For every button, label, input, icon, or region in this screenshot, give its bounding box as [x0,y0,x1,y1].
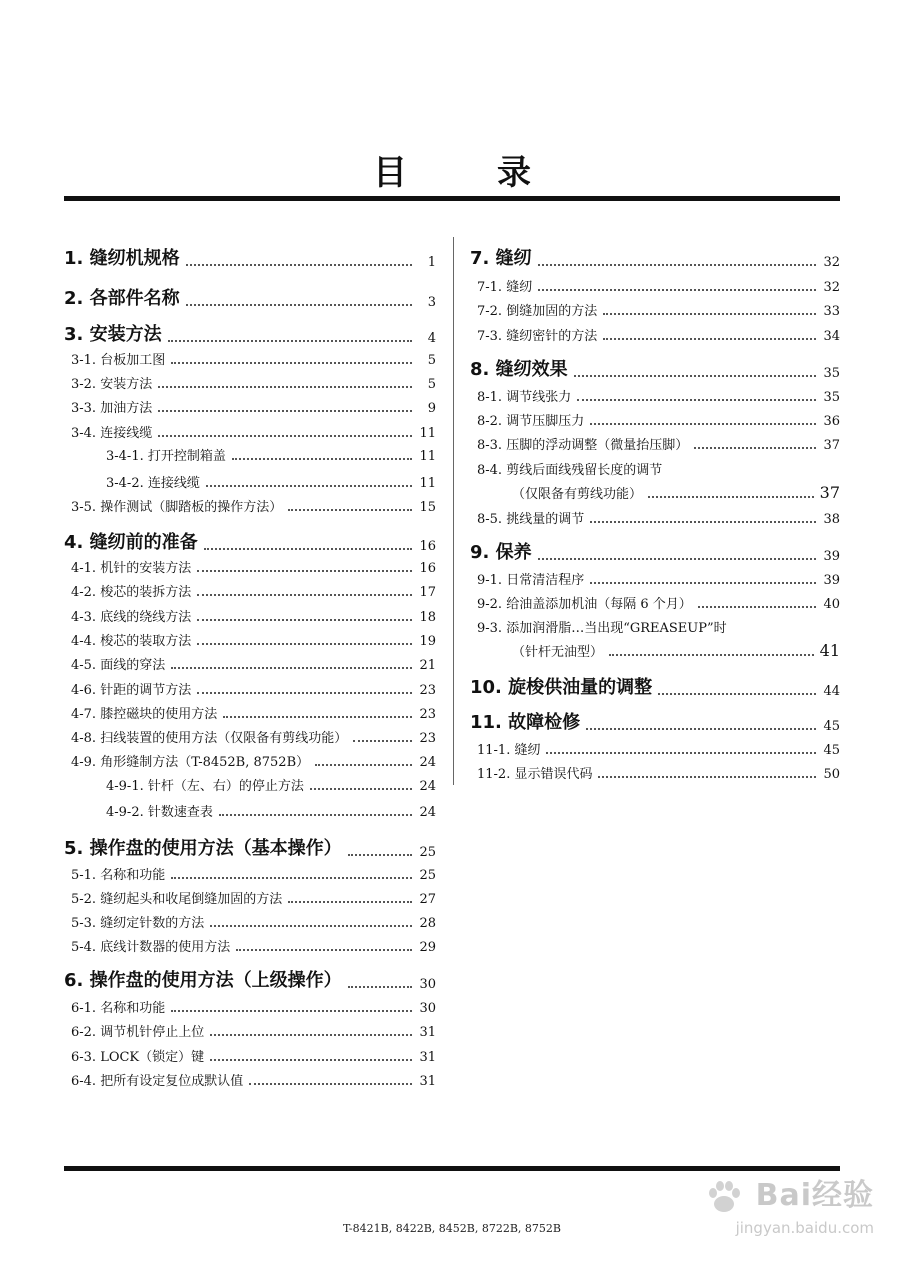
toc-subsection-title[interactable]: 8-4. 剪线后面线残留长度的调节 [477,463,663,478]
leader-dots [186,264,412,266]
toc-subsection[interactable] [470,569,840,588]
toc-subsection-continuation[interactable] [470,641,840,660]
toc-label: 11. 故障检修 [470,712,581,733]
toc-label: 8-1. 调节线张力 [477,390,572,405]
toc-label: （仅限备有剪线功能） [512,487,643,502]
toc-page: 30 [419,977,436,992]
toc-label: 4-7. 膝控磁块的使用方法 [71,707,218,722]
toc-label: 5-1. 名称和功能 [71,868,166,883]
toc-section[interactable] [470,244,840,270]
toc-label: 6. 操作盘的使用方法（上级操作） [64,970,342,991]
toc-label: 11-2. 显示错误代码 [477,767,593,782]
leader-dots [546,752,816,754]
leader-dots [288,901,412,903]
leader-dots [219,814,412,816]
toc-label: 4-6. 针距的调节方法 [71,683,192,698]
toc-label: 6-2. 调节机针停止上位 [71,1025,205,1040]
toc-label: 5-3. 缝纫定针数的方法 [71,916,205,931]
toc-subsection[interactable] [64,727,436,746]
toc-label: 1. 缝纫机规格 [64,248,180,269]
leader-dots [574,375,816,377]
toc-page: 9 [427,401,436,416]
leader-dots [538,289,816,291]
leader-dots [590,582,816,584]
leader-dots [353,740,412,742]
leader-dots [609,654,814,656]
toc-page: 31 [419,1074,436,1089]
toc-label: 4-1. 机针的安装方法 [71,561,192,576]
leader-dots [538,264,816,266]
toc-label: 9-2. 给油盖添加机油（每隔 6 个月） [477,597,692,612]
toc-label: （针杆无油型） [512,645,604,660]
page-title [0,145,904,194]
toc-label: 4-3. 底线的绕线方法 [71,610,192,625]
toc-label: 9. 保养 [470,542,532,563]
toc-page: 39 [823,549,840,564]
toc-page: 24 [419,779,436,794]
toc-page: 37 [823,438,840,453]
toc-subsection[interactable] [64,1046,436,1065]
toc-page: 15 [419,500,436,515]
toc-page: 23 [419,707,436,722]
toc-subsection[interactable] [470,300,840,319]
toc-section[interactable] [64,284,436,310]
toc-label: 3-2. 安装方法 [71,377,153,392]
leader-dots [210,1034,412,1036]
toc-subsection[interactable] [470,739,840,758]
column-divider [453,237,454,785]
toc-page: 11 [419,426,436,441]
toc-page: 29 [419,940,436,955]
toc-label: 11-1. 缝纫 [477,743,541,758]
toc-label: 10. 旋梭供油量的调整 [470,677,653,698]
toc-page: 30 [419,1001,436,1016]
toc-label: 7. 缝纫 [470,248,532,269]
toc-subsection[interactable] [470,508,840,527]
leader-dots [577,399,816,401]
toc-page: 50 [823,767,840,782]
toc-label: 4-2. 梭芯的装拆方法 [71,585,192,600]
toc-page: 31 [419,1025,436,1040]
toc-label: 3-4-2. 连接线缆 [106,476,200,491]
toc-label: 4-9-2. 针数速查表 [106,805,213,820]
leader-dots [210,1059,412,1061]
leader-dots [197,594,412,596]
leader-dots [171,1010,412,1012]
toc-subsection[interactable] [64,864,436,883]
toc-label: 7-1. 缝纫 [477,280,533,295]
top-rule [64,196,840,201]
toc-label: 4-9. 角形缝制方法（T-8452B, 8752B） [71,755,310,770]
toc-page: 35 [823,366,840,381]
toc-label: 4-9-1. 针杆（左、右）的停止方法 [106,779,304,794]
toc-page: 17 [419,585,436,600]
toc-label: 8-2. 调节压脚压力 [477,414,585,429]
toc-label: 4-8. 扫线装置的使用方法（仅限备有剪线功能） [71,731,348,746]
leader-dots [590,423,816,425]
toc-label: 3-3. 加油方法 [71,401,153,416]
toc-page: 24 [419,805,436,820]
leader-dots [171,362,412,364]
toc-page: 1 [427,255,436,270]
toc-page: 36 [823,414,840,429]
toc-page: 4 [427,331,436,346]
toc-label: 4-4. 梭芯的装取方法 [71,634,192,649]
leader-dots [249,1083,412,1085]
toc-label: 7-3. 缝纫密针的方法 [477,329,598,344]
toc-page: 34 [823,329,840,344]
toc-subsubsection[interactable] [64,472,436,491]
leader-dots [348,854,412,856]
toc-page: 5 [427,353,436,368]
leader-dots [586,728,816,730]
leader-dots [158,435,412,437]
title-char: 录 [497,153,531,193]
leader-dots [158,386,412,388]
toc-subsection[interactable] [64,751,436,770]
watermark-url: jingyan.baidu.com [735,1218,874,1237]
toc-subsection[interactable] [64,422,436,441]
leader-dots [171,877,412,879]
toc-section[interactable] [64,966,436,992]
toc-section[interactable] [470,708,840,734]
toc-subsection[interactable] [64,349,436,368]
title-char: 目 [373,153,407,193]
toc-page: 45 [823,743,840,758]
toc-label: 8-3. 压脚的浮动调整（微量抬压脚） [477,438,689,453]
toc-page: 35 [823,390,840,405]
leader-dots [598,776,816,778]
toc-subsection[interactable] [64,936,436,955]
leader-dots [197,643,412,645]
toc-subsection[interactable] [64,1021,436,1040]
toc-label: 5-2. 缝纫起头和收尾倒缝加固的方法 [71,892,283,907]
toc-page: 21 [419,658,436,673]
leader-dots [158,410,412,412]
toc-page: 23 [419,731,436,746]
toc-label: 8-5. 挑线量的调节 [477,512,585,527]
toc-label: 9-1. 日常清洁程序 [477,573,585,588]
leader-dots [310,788,412,790]
toc-section[interactable] [64,528,436,554]
toc-subsubsection[interactable] [64,445,436,464]
toc-label: 6-1. 名称和功能 [71,1001,166,1016]
toc-page: 39 [823,573,840,588]
toc-page: 40 [823,597,840,612]
leader-dots [603,313,816,315]
toc-subsection[interactable] [470,763,840,782]
toc-page: 5 [427,377,436,392]
toc-page: 28 [419,916,436,931]
toc-subsection[interactable] [64,912,436,931]
leader-dots [223,716,412,718]
toc-page: 25 [419,868,436,883]
toc-label: 8. 缝纫效果 [470,359,568,380]
toc-page: 38 [823,512,840,527]
leader-dots [204,548,412,550]
toc-section[interactable] [470,355,840,381]
toc-subsection[interactable] [470,325,840,344]
toc-section[interactable] [64,834,436,860]
leader-dots [236,949,412,951]
toc-section[interactable] [470,538,840,564]
toc-page: 41 [819,641,840,660]
toc-label: 4-5. 面线的穿法 [71,658,166,673]
toc-subsection[interactable] [470,276,840,295]
toc-section[interactable] [470,673,840,699]
toc-label: 3-1. 台板加工图 [71,353,166,368]
leader-dots [171,667,412,669]
toc-subsection-continuation[interactable] [470,483,840,502]
toc-subsection[interactable] [64,654,436,673]
toc-page: 32 [823,255,840,270]
toc-page: 16 [419,539,436,554]
leader-dots [232,458,412,460]
toc-subsection[interactable] [64,997,436,1016]
toc-page: 44 [823,684,840,699]
toc-subsection[interactable] [64,496,436,515]
toc-subsection[interactable] [64,581,436,600]
toc-page: 3 [427,295,436,310]
leader-dots [698,606,816,608]
toc-label: 5. 操作盘的使用方法（基本操作） [64,838,342,859]
toc-page: 18 [419,610,436,625]
toc-subsection[interactable] [64,703,436,722]
toc-page: 33 [823,304,840,319]
leader-dots [648,496,814,498]
leader-dots [288,509,412,511]
leader-dots [197,619,412,621]
leader-dots [538,558,816,560]
leader-dots [210,925,412,927]
toc-label: 3-5. 操作测试（脚踏板的操作方法） [71,500,283,515]
leader-dots [197,692,412,694]
toc-subsection[interactable] [64,630,436,649]
toc-subsubsection[interactable] [64,801,436,820]
toc-subsection[interactable] [64,373,436,392]
toc-section[interactable] [64,320,436,346]
toc-label: 3-4. 连接线缆 [71,426,153,441]
toc-label: 2. 各部件名称 [64,288,180,309]
toc-page: 24 [419,755,436,770]
toc-label: 3-4-1. 打开控制箱盖 [106,449,226,464]
toc-subsection-title[interactable]: 9-3. 添加润滑脂…当出现“GREASEUP”时 [477,621,727,636]
toc-label: 4. 缝纫前的准备 [64,532,198,553]
toc-subsection[interactable] [64,557,436,576]
toc-page: 23 [419,683,436,698]
toc-subsection[interactable] [470,434,840,453]
toc-page: 11 [419,476,436,491]
toc-page: 27 [419,892,436,907]
toc-subsection[interactable] [64,888,436,907]
model-footer: T-8421B, 8422B, 8452B, 8722B, 8752B [343,1222,561,1235]
toc-page: 11 [419,449,436,464]
leader-dots [197,570,412,572]
toc-page: 16 [419,561,436,576]
toc-subsection[interactable] [64,679,436,698]
toc-subsection[interactable] [470,386,840,405]
toc-subsection[interactable] [470,410,840,429]
toc-label: 5-4. 底线计数器的使用方法 [71,940,231,955]
toc-label: 6-4. 把所有设定复位成默认值 [71,1074,244,1089]
toc-subsubsection[interactable] [64,775,436,794]
leader-dots [168,340,412,342]
toc-page: 45 [823,719,840,734]
leader-dots [658,693,816,695]
toc-page: 37 [819,483,840,502]
toc-page: 31 [419,1050,436,1065]
leader-dots [348,986,412,988]
toc-page: 25 [419,845,436,860]
toc-label: 6-3. LOCK（锁定）键 [71,1050,205,1065]
toc-subsection[interactable] [64,606,436,625]
toc-subsection[interactable] [64,397,436,416]
leader-dots [590,521,816,523]
toc-page: 19 [419,634,436,649]
leader-dots [603,338,816,340]
watermark-brand [704,1170,874,1217]
watermark-brand-text: Bai经验 [755,1178,874,1213]
leader-dots [694,447,816,449]
leader-dots [186,304,412,306]
toc-label: 3. 安装方法 [64,324,162,345]
leader-dots [206,485,412,487]
toc-subsection[interactable] [64,1070,436,1089]
toc-subsection[interactable] [470,593,840,612]
toc-section[interactable] [64,244,436,270]
toc-page: 32 [823,280,840,295]
toc-label: 7-2. 倒缝加固的方法 [477,304,598,319]
paw-icon [704,1177,744,1217]
leader-dots [315,764,412,766]
